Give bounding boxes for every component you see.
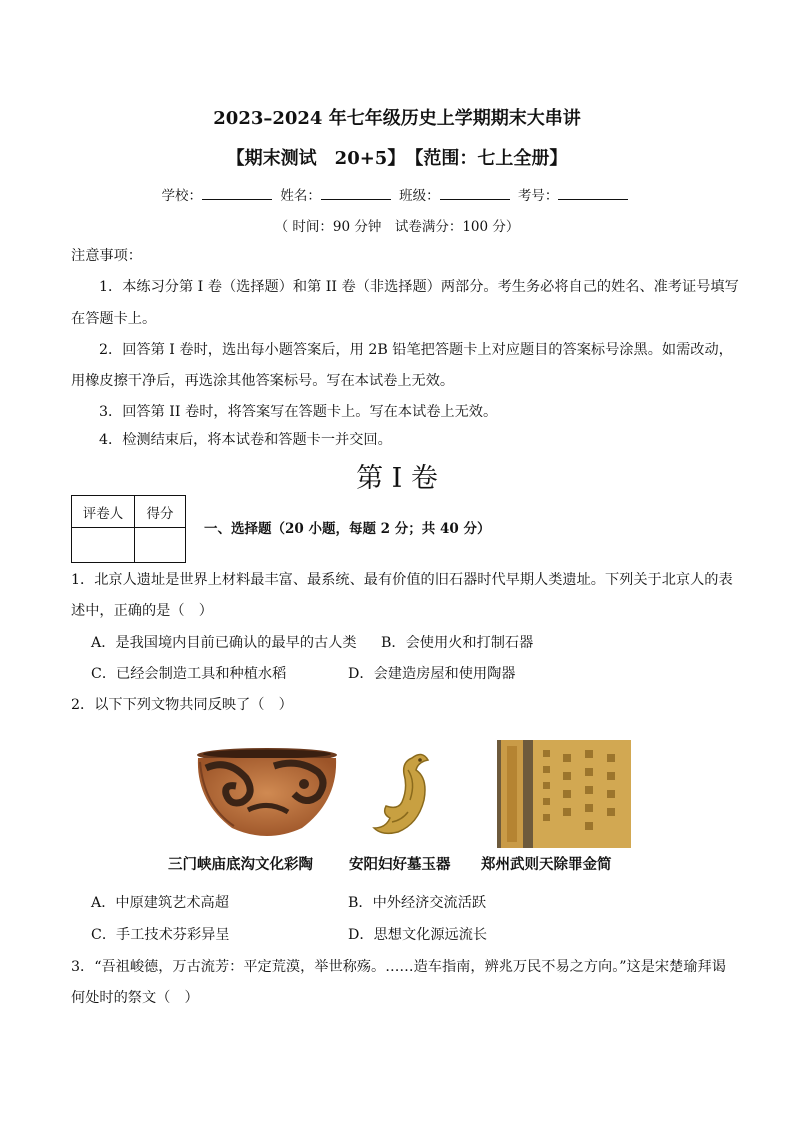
part-title: 一、选择题（20 小题，每题 2 分；共 40 分） bbox=[204, 521, 491, 537]
q1-option-a: A．是我国境内目前已确认的最早的古人类 bbox=[91, 635, 357, 651]
score-header: 得分 bbox=[135, 496, 186, 528]
note-4: 4．检测结束后，将本试卷和答题卡一并交回。 bbox=[99, 432, 392, 448]
q1-option-b: B．会使用火和打制石器 bbox=[381, 635, 534, 651]
q2-option-d: D．思想文化源远流长 bbox=[348, 927, 488, 943]
q2-option-c: C．手工技术芬彩异呈 bbox=[91, 927, 230, 943]
class-label: 班级： bbox=[399, 188, 440, 204]
score-table bbox=[71, 495, 186, 563]
note-1-line-2: 在答题卡上。 bbox=[71, 311, 157, 327]
exam-number-label: 考号： bbox=[517, 188, 559, 204]
note-2-line-1: 2．回答第 I 卷时，选出每小题答案后，用 2B 铅笔把答题卡上对应题目的答案标号涂黑。如需改动， bbox=[99, 342, 733, 358]
student-info-row bbox=[0, 184, 794, 204]
q2-stem: 2．以下下列文物共同反映了（ ） bbox=[71, 697, 293, 713]
notes-heading: 注意事项： bbox=[71, 248, 142, 264]
section-heading: 第 I 卷 bbox=[356, 463, 438, 494]
exam-title: 2023–2024 年七年级历史上学期期末大串讲 bbox=[213, 108, 581, 129]
q2-option-a: A．中原建筑艺术高超 bbox=[91, 895, 229, 911]
grader-cell[interactable] bbox=[72, 528, 135, 563]
q1-stem-line-1: 1．北京人遗址是世界上材料最丰富、最系统、最有价值的旧石器时代早期人类遗址。下列关于北京人的表 bbox=[71, 572, 733, 588]
caption-pottery: 三门峡庙底沟文化彩陶 bbox=[168, 856, 313, 873]
note-2-line-2: 用橡皮擦干净后，再选涂其他答案标号。写在本试卷上无效。 bbox=[71, 373, 455, 389]
jade-bird-image bbox=[368, 748, 452, 842]
caption-jade: 安阳妇好墓玉器 bbox=[349, 856, 451, 873]
school-label: 学校： bbox=[161, 188, 203, 204]
class-blank[interactable] bbox=[440, 186, 510, 200]
note-1-line-1: 1．本练习分第 I 卷（选择题）和第 II 卷（非选择题）两部分。考生务必将自己的姓名、准考证号填写 bbox=[99, 279, 739, 295]
exam-number-blank[interactable] bbox=[558, 186, 628, 200]
q1-stem-line-2: 述中，正确的是（ ） bbox=[71, 603, 213, 619]
exam-subtitle: 【期末测试 20+5】 【范围：七上全册】 bbox=[226, 148, 568, 169]
q2-option-b: B．中外经济交流活跃 bbox=[348, 895, 487, 911]
school-blank[interactable] bbox=[202, 186, 272, 200]
name-blank[interactable] bbox=[321, 186, 391, 200]
gold-slip-image bbox=[497, 740, 631, 848]
score-cell[interactable] bbox=[135, 528, 186, 563]
q1-option-d: D．会建造房屋和使用陶器 bbox=[348, 666, 516, 682]
grader-header: 评卷人 bbox=[72, 496, 135, 528]
painted-pottery-bowl-image bbox=[194, 746, 340, 842]
time-and-score-line: （ 时间：90 分钟 试卷满分：100 分） bbox=[274, 219, 520, 235]
q1-option-c: C．已经会制造工具和种植水稻 bbox=[91, 666, 287, 682]
caption-gold-slip: 郑州武则天除罪金简 bbox=[481, 856, 612, 873]
note-3: 3．回答第 II 卷时，将答案写在答题卡上。写在本试卷上无效。 bbox=[99, 404, 498, 420]
q3-stem-line-2: 何处时的祭文（ ） bbox=[71, 990, 199, 1006]
name-label: 姓名： bbox=[280, 188, 321, 204]
q3-stem-line-1: 3．“吾祖峻德，万古流芳：平定荒漠，举世称殇。……造车指南，辨兆万民不易之方向。”这是宋楚瑜拜谒 bbox=[71, 959, 726, 975]
